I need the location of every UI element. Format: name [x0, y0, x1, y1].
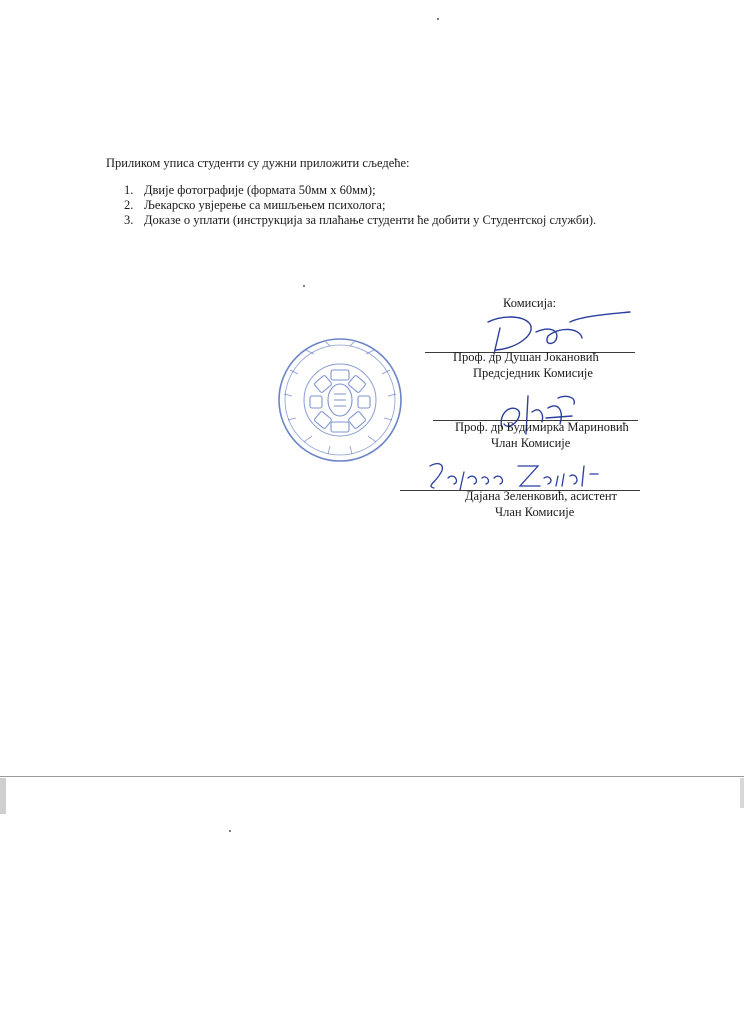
- member-name: Проф. др Будимирка Мариновић: [455, 420, 629, 434]
- scan-fold-line: [0, 776, 744, 777]
- intro-text: Приликом уписа студенти су дужни приложити сљедеће:: [106, 156, 410, 170]
- list-item-number: 1.: [124, 183, 134, 197]
- official-stamp: [276, 336, 404, 464]
- list-item-number: 2.: [124, 198, 134, 212]
- member-name: Дајана Зеленковић, асистент: [465, 489, 618, 503]
- scan-speck: [229, 830, 231, 832]
- member-role: Члан Комисије: [495, 505, 575, 519]
- member-role: Члан Комисије: [491, 436, 571, 450]
- scan-speck: [437, 18, 439, 20]
- member-role: Предсједник Комисије: [473, 366, 593, 380]
- scan-edge-mark: [740, 778, 744, 808]
- member-name: Проф. др Душан Јокановић: [453, 350, 599, 364]
- scan-edge-mark: [0, 778, 6, 814]
- scan-speck: [303, 285, 305, 287]
- list-item-number: 3.: [124, 213, 134, 227]
- list-item-text: Доказе о уплати (инструкција за плаћање студенти ће добити у Студентској служби).: [144, 213, 597, 227]
- list-item-text: Љекарско увјерење са мишљењем психолога;: [144, 198, 386, 212]
- list-item-text: Двије фотографије (формата 50мм x 60мм);: [144, 183, 376, 197]
- committee-heading: Комисија:: [503, 296, 557, 310]
